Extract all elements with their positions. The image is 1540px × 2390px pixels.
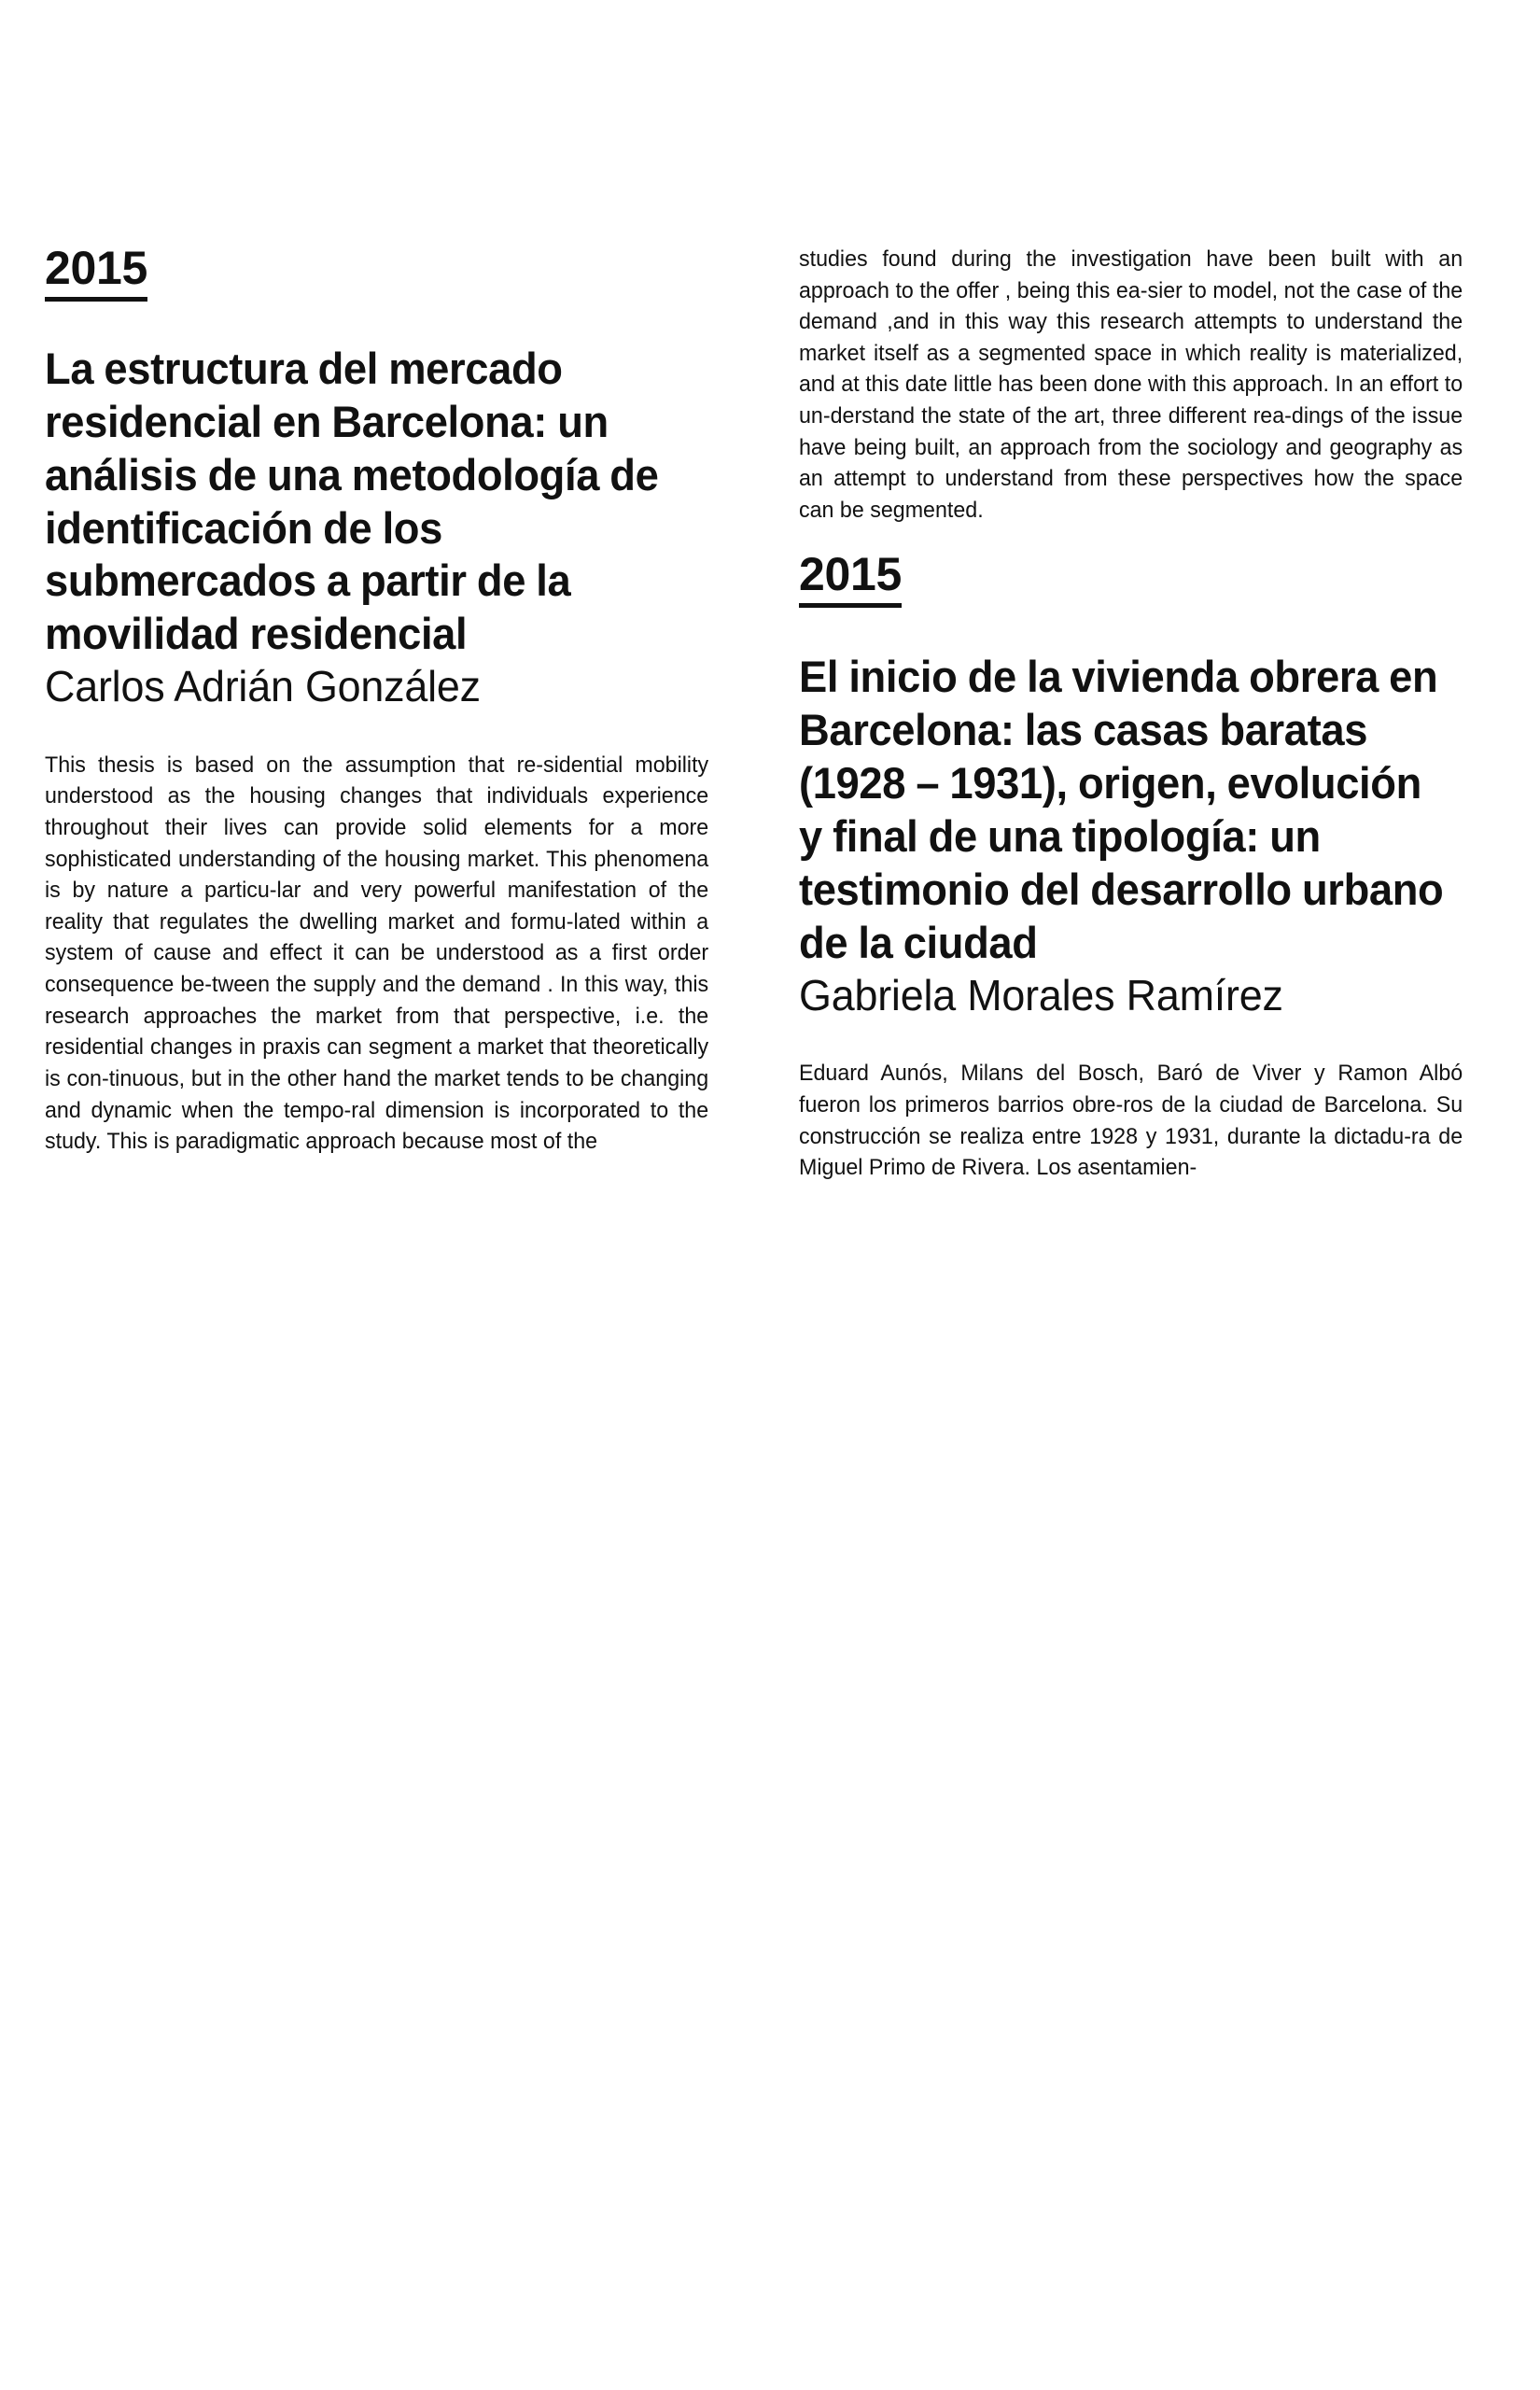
right-column <box>799 245 1473 1185</box>
left-entry-author: Carlos Adrián González <box>45 662 481 711</box>
left-year-heading: 2015 <box>45 245 147 302</box>
left-entry-title: La estructura del mercado residencial en Barcelona: un análisis de una metodología de identificación de los submercados a partir de la movilidad residencial <box>45 344 659 659</box>
left-column <box>45 242 719 1159</box>
right-entry-abstract: Eduard Aunós, Milans del Bosch, Baró de Viver y Ramon Albó fueron los primeros barrios obre-ros de la ciudad de Barcelona. Su construcción se realiza entre 1928 y 1931, durante la dictadu-ra de Miguel Primo de Rivera. Los asentamien- <box>799 1061 1463 1181</box>
right-year-heading: 2015 <box>799 551 902 608</box>
right-entry-title: El inicio de la vivienda obrera en Barcelona: las casas baratas (1928 – 1931), origen, evolución y final de una tipología: un testimonio del desarrollo urbano de la ciudad <box>799 652 1444 967</box>
right-year-heading-wrap <box>799 548 1473 651</box>
left-year-heading-wrap <box>45 242 719 343</box>
left-entry-abstract: This thesis is based on the assumption that re-sidential mobility understood as the housing changes that individuals experience throughout their lives can provide solid elements for a more sophisticated understanding of the housing market. This phenomena is by nature a particu-lar and very powerful manifestation of the reality that regulates the dwelling market and formu-lated within a system of cause and effect it can be understood as a first order consequence be-tween the supply and the demand . In this way, this research approaches the market from that perspective, i.e. the residential changes in praxis can segment a market that theoretically is con-tinuous, but in the other hand the market tends to be changing and dynamic when the tempo-ral dimension is incorporated to the study. This is paradigmatic approach because most of the <box>45 752 709 1155</box>
right-continued-abstract: studies found during the investigation have been built with an approach to the offer , being this ea-sier to model, not the case of the demand ,and in this way this research attempts to understand the market itself as a segmented space in which reality is materialized, and at this date little has been done with this approach. In an effort to un-derstand the state of the art, three different rea-dings of the issue have being built, an approach from the sociology and geography as an attempt to understand from these perspectives how the space can be segmented. <box>799 247 1463 523</box>
right-entry-author: Gabriela Morales Ramírez <box>799 970 1283 1019</box>
